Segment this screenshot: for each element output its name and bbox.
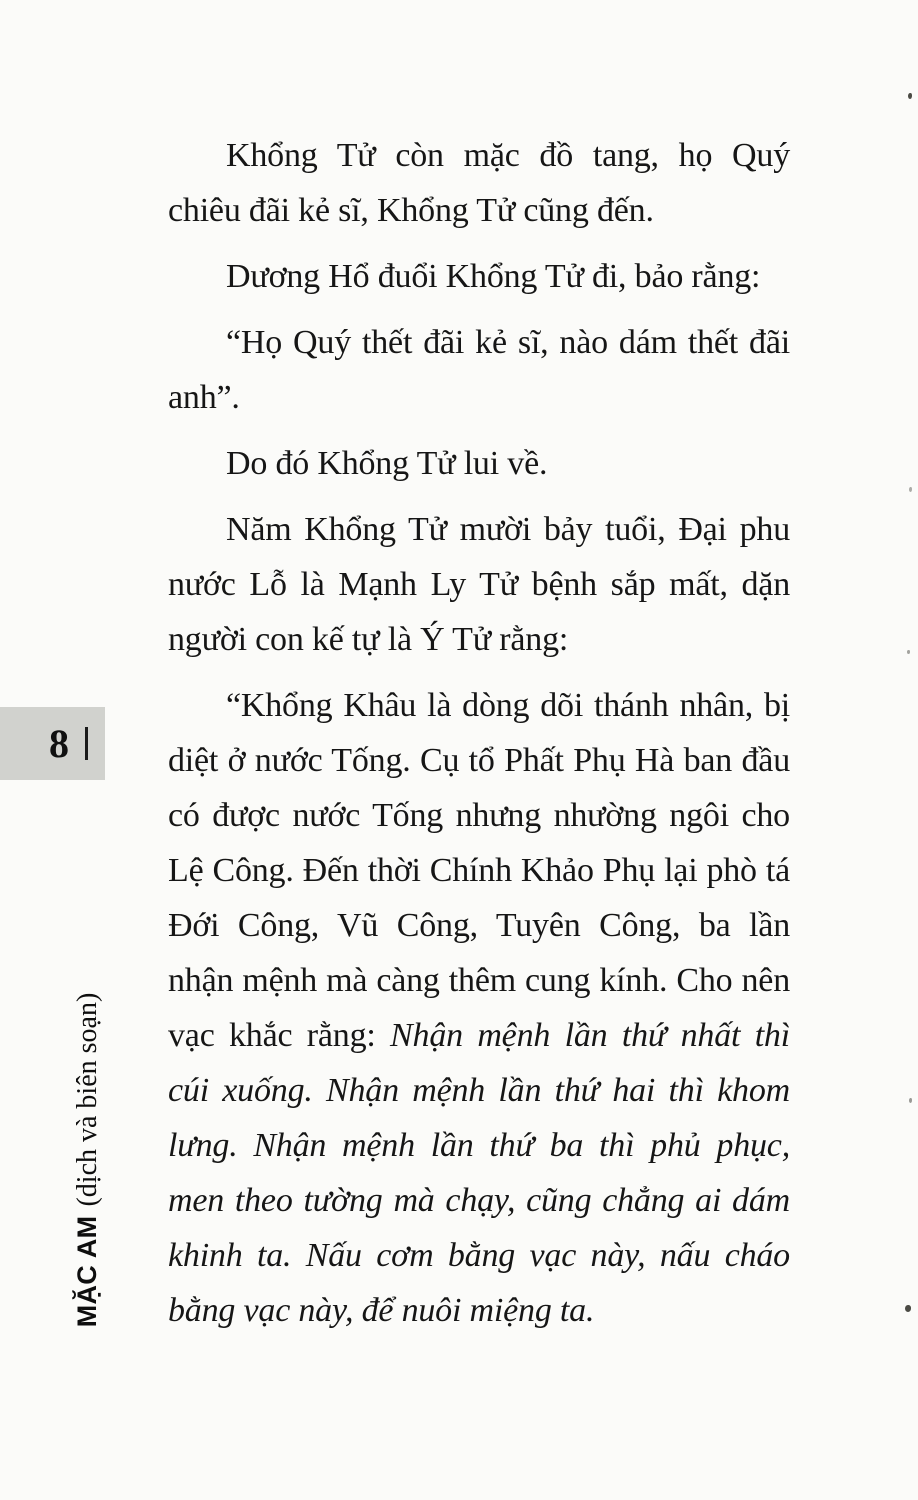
paragraph: [168, 436, 790, 491]
scan-speck: [908, 93, 912, 99]
text-segment: Khổng Tử còn mặc đồ tang, họ Quý chiêu đãi kẻ sĩ, Khổng Tử cũng đến.: [168, 137, 790, 229]
scan-speck: [909, 1098, 912, 1103]
paragraph: [168, 128, 790, 238]
text-segment: Năm Khổng Tử mười bảy tuổi, Đại phu nước Lỗ là Mạnh Ly Tử bệnh sắp mất, dặn người con kế tự là Ý Tử rằng:: [168, 511, 790, 658]
text-segment: Dương Hổ đuổi Khổng Tử đi, bảo rằng:: [226, 258, 761, 295]
author-name: MẶC AM: [72, 1215, 102, 1328]
margin-author-credit: [72, 993, 104, 1328]
paragraph-list: [168, 128, 790, 1349]
scan-speck: [909, 487, 912, 492]
text-segment: “Họ Quý thết đãi kẻ sĩ, nào dám thết đãi anh”.: [168, 324, 790, 416]
page-number-badge: [0, 707, 105, 780]
paragraph: [168, 678, 790, 1338]
italic-text-segment: Nhận mệnh lần thứ nhất thì cúi xuống. Nhận mệnh lần thứ hai thì khom lưng. Nhận mệnh lần thứ ba thì phủ phục, men theo tường mà chạy, cũng chẳng ai dám khinh ta. Nấu cơm bằng vạc này, nấu cháo bằng vạc này, để nuôi miệng ta.: [168, 1017, 790, 1329]
scan-speck: [907, 650, 910, 654]
page-number: 8: [49, 720, 69, 766]
author-role: (dịch và biên soạn): [72, 992, 103, 1207]
text-segment: Do đó Khổng Tử lui về.: [226, 445, 548, 482]
paragraph: [168, 502, 790, 667]
scan-speck: [905, 1305, 911, 1312]
text-segment: “Khổng Khâu là dòng dõi thánh nhân, bị diệt ở nước Tống. Cụ tổ Phất Phụ Hà ban đầu có được nước Tống nhưng nhường ngôi cho Lệ Công. Đến thời Chính Khảo Phụ lại phò tá Đới Công, Vũ Công, Tuyên Công, ba lần nhận mệnh mà càng thêm cung kính. Cho nên vạc khắc rằng:: [168, 687, 790, 1054]
paragraph: [168, 249, 790, 304]
page-number-divider: [85, 727, 88, 760]
paragraph: [168, 315, 790, 425]
